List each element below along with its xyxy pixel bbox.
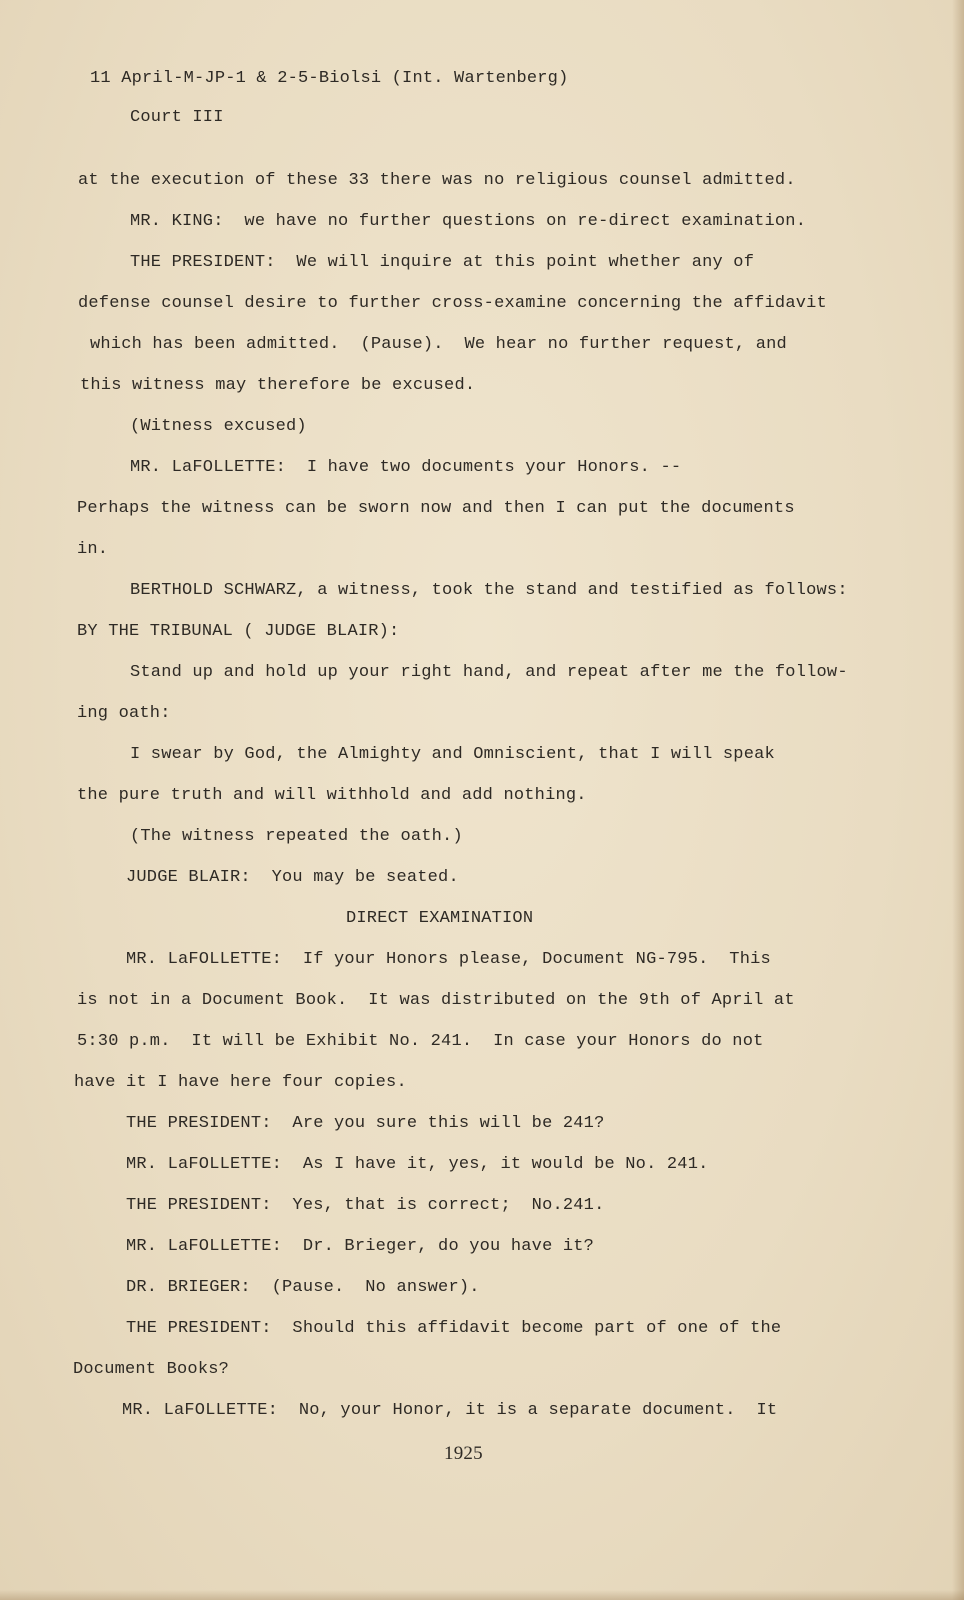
page-edge-shadow-bottom [0, 1590, 964, 1600]
text-line: MR. LaFOLLETTE: Dr. Brieger, do you have it? [126, 1237, 595, 1256]
text-line: JUDGE BLAIR: You may be seated. [126, 868, 459, 887]
text-line: (The witness repeated the oath.) [130, 827, 463, 846]
text-line: MR. LaFOLLETTE: If your Honors please, Document NG-795. This [126, 950, 771, 969]
text-line: the pure truth and will withhold and add nothing. [77, 786, 587, 805]
section-heading: DIRECT EXAMINATION [346, 909, 534, 928]
text-line: is not in a Document Book. It was distributed on the 9th of April at [77, 991, 795, 1010]
text-line: THE PRESIDENT: Are you sure this will be 241? [126, 1114, 605, 1133]
page-number: 1925 [444, 1443, 483, 1464]
text-line: THE PRESIDENT: Should this affidavit become part of one of the [126, 1319, 782, 1338]
header-court: Court III [130, 108, 224, 127]
text-line: defense counsel desire to further cross-examine concerning the affidavit [78, 294, 827, 313]
text-line: THE PRESIDENT: Yes, that is correct; No.241. [126, 1196, 605, 1215]
text-line: MR. LaFOLLETTE: As I have it, yes, it would be No. 241. [126, 1155, 709, 1174]
text-line: MR. LaFOLLETTE: I have two documents your Honors. -- [130, 458, 682, 477]
text-line: (Witness excused) [130, 417, 307, 436]
text-line: at the execution of these 33 there was no religious counsel admitted. [78, 171, 796, 190]
text-line: 5:30 p.m. It will be Exhibit No. 241. In case your Honors do not [77, 1032, 764, 1051]
text-line: THE PRESIDENT: We will inquire at this point whether any of [130, 253, 755, 272]
text-line: this witness may therefore be excused. [80, 376, 476, 395]
page-edge-shadow-right [952, 0, 964, 1600]
text-line: which has been admitted. (Pause). We hear no further request, and [90, 335, 787, 354]
text-line: MR. LaFOLLETTE: No, your Honor, it is a separate document. It [122, 1401, 778, 1420]
text-line: BERTHOLD SCHWARZ, a witness, took the stand and testified as follows: [130, 581, 848, 600]
text-line: I swear by God, the Almighty and Omniscient, that I will speak [130, 745, 775, 764]
text-line: BY THE TRIBUNAL ( JUDGE BLAIR): [77, 622, 400, 641]
text-line: Perhaps the witness can be sworn now and then I can put the documents [77, 499, 795, 518]
text-line: MR. KING: we have no further questions on re-direct examination. [130, 212, 807, 231]
text-line: have it I have here four copies. [74, 1073, 407, 1092]
text-line: DR. BRIEGER: (Pause. No answer). [126, 1278, 480, 1297]
text-line: Stand up and hold up your right hand, and repeat after me the follow- [130, 663, 848, 682]
header-reference: 11 April-M-JP-1 & 2-5-Biolsi (Int. Wartenberg) [90, 69, 569, 88]
text-line: ing oath: [77, 704, 171, 723]
text-line: Document Books? [73, 1360, 230, 1379]
text-line: in. [77, 540, 109, 559]
